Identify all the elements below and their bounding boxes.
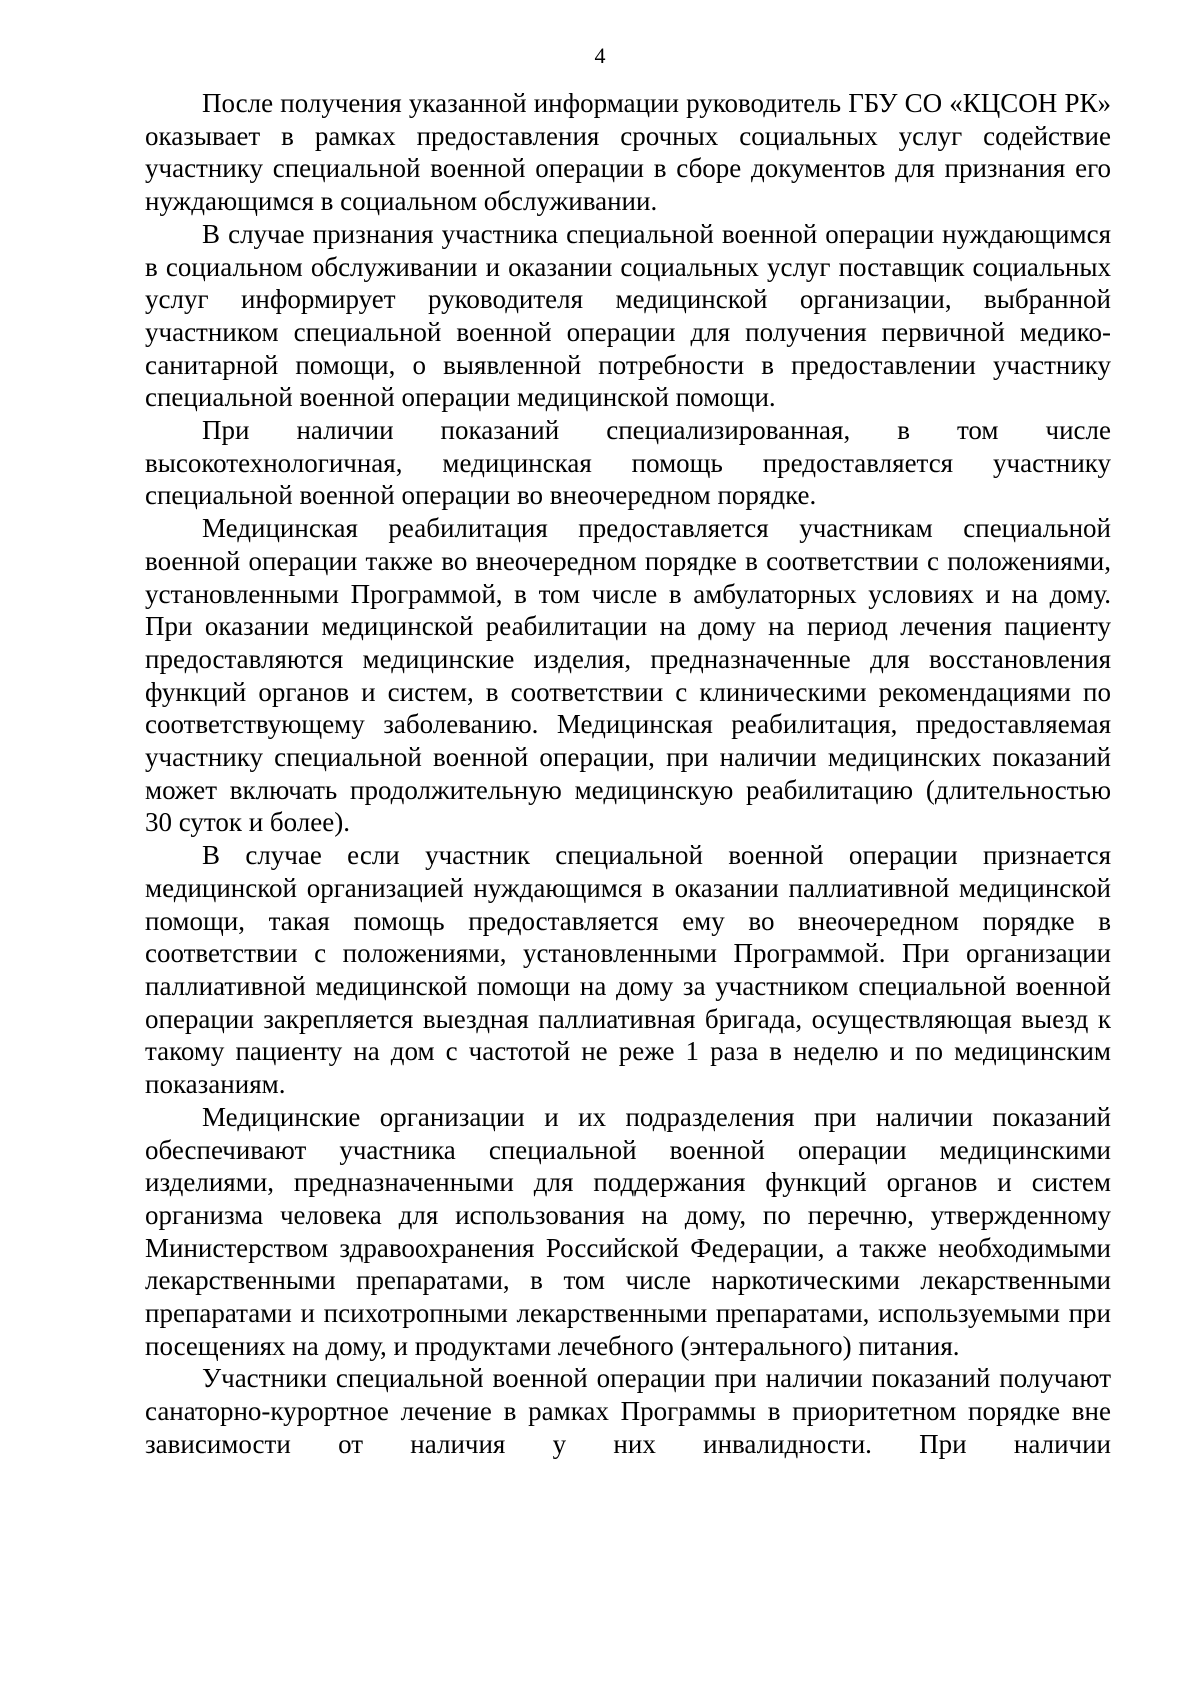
paragraph-provider-informs-medical-organization: В случае признания участника специальной военной операции нуждающимся в социальном обслуживании и оказании социальных услуг поставщик социальных услуг информирует руководителя медицинской организации, выбранной участником специальной военной операции для получения первичной медико-санитарной помощи, о выявленной потребности в предоставлении участнику специальной военной операции медицинской помощи. <box>145 218 1111 413</box>
paragraph-medical-devices-and-drugs: Медицинские организации и их подразделения при наличии показаний обеспечивают участника специальной военной операции медицинскими изделиями, предназначенными для поддержания функций органов и систем организма человека для использования на дому, по перечню, утвержденному Министерством здравоохранения Российской Федерации, а также необходимыми лекарственными препаратами, в том числе наркотическими лекарственными препаратами и психотропными лекарственными препаратами, используемыми при посещениях на дому, и продуктами лечебного (энтерального) питания. <box>145 1101 1111 1361</box>
paragraph-palliative-care: В случае если участник специальной военной операции признается медицинской организацией нуждающимся в оказании паллиативной медицинской помощи, такая помощь предоставляется ему во внеочередном порядке в соответствии с положениями, установленными Программой. При организации паллиативной медицинской помощи на дому за участником специальной военной операции закрепляется выездная паллиативная бригада, осуществляющая выезд к такому пациенту на дом с частотой не реже 1 раза в неделю и по медицинским показаниям. <box>145 840 1111 1100</box>
paragraph-medical-rehabilitation: Медицинская реабилитация предоставляется участникам специальной военной операции также во внеочередном порядке в соответствии с положениями, установленными Программой, в том числе в амбулаторных условиях и на дому. При оказании медицинской реабилитации на дому на период лечения пациенту предоставляются медицинские изделия, предназначенные для восстановления функций органов и систем, в соответствии с клиническими рекомендациями по соответствующему заболеванию. Медицинская реабилитация, предоставляемая участнику специальной военной операции, при наличии медицинских показаний может включать продолжительную медицинскую реабилитацию (длительностью 30 суток и более). <box>145 513 1111 838</box>
paragraph-specialized-medical-care: При наличии показаний специализированная, в том числе высокотехнологичная, медицинская помощь предоставляется участнику специальной военной операции во внеочередном порядке. <box>145 415 1111 511</box>
document-body <box>145 87 1111 1461</box>
page-number: 4 <box>594 43 606 68</box>
paragraph-social-services-assistance: После получения указанной информации руководитель ГБУ СО «КЦСОН РК» оказывает в рамках предоставления срочных социальных услуг содействие участнику специальной военной операции в сборе документов для признания его нуждающимся в социальном обслуживании. <box>145 88 1111 217</box>
paragraph-sanatorium-treatment: Участники специальной военной операции при наличии показаний получают санаторно-курортное лечение в рамках Программы в приоритетном порядке вне зависимости от наличия у них инвалидности. При наличии <box>145 1363 1111 1459</box>
